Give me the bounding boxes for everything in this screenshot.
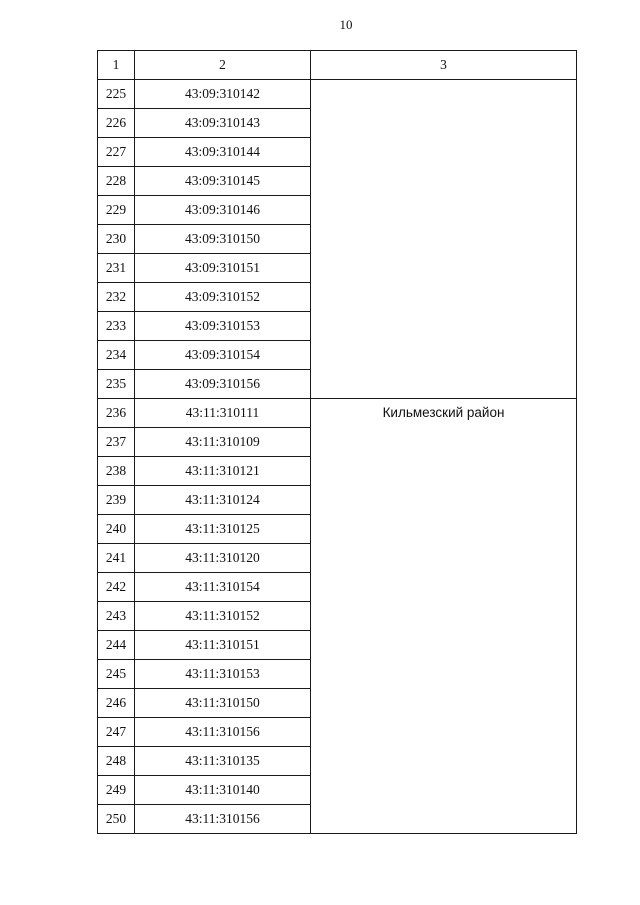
- cadastral-code: 43:11:310125: [135, 515, 311, 544]
- cadastral-code: 43:09:310150: [135, 225, 311, 254]
- row-number: 249: [98, 776, 135, 805]
- row-number: 226: [98, 109, 135, 138]
- row-number: 241: [98, 544, 135, 573]
- row-number: 240: [98, 515, 135, 544]
- cadastral-code: 43:11:310156: [135, 718, 311, 747]
- district-name: Кильмезский район: [311, 399, 577, 834]
- row-number: 235: [98, 370, 135, 399]
- cadastral-code: 43:09:310153: [135, 312, 311, 341]
- cadastral-code: 43:11:310156: [135, 805, 311, 834]
- cadastral-code: 43:09:310143: [135, 109, 311, 138]
- cadastral-code: 43:09:310151: [135, 254, 311, 283]
- table-row: [98, 80, 577, 109]
- cadastral-code: 43:11:310111: [135, 399, 311, 428]
- row-number: 245: [98, 660, 135, 689]
- row-number: 242: [98, 573, 135, 602]
- table-body: [98, 51, 577, 834]
- row-number: 250: [98, 805, 135, 834]
- row-number: 243: [98, 602, 135, 631]
- row-number: 229: [98, 196, 135, 225]
- cadastral-code: 43:09:310156: [135, 370, 311, 399]
- cadastral-code: 43:09:310154: [135, 341, 311, 370]
- table-row: [98, 399, 577, 428]
- cadastral-code: 43:11:310151: [135, 631, 311, 660]
- cadastral-code: 43:11:310152: [135, 602, 311, 631]
- row-number: 246: [98, 689, 135, 718]
- cadastral-code: 43:11:310140: [135, 776, 311, 805]
- cadastral-code: 43:09:310145: [135, 167, 311, 196]
- row-number: 244: [98, 631, 135, 660]
- cadastral-table: [97, 50, 577, 834]
- header-col-3: 3: [311, 51, 577, 80]
- cadastral-code: 43:11:310124: [135, 486, 311, 515]
- header-col-1: 1: [98, 51, 135, 80]
- cadastral-code: 43:09:310146: [135, 196, 311, 225]
- row-number: 232: [98, 283, 135, 312]
- cadastral-code: 43:11:310153: [135, 660, 311, 689]
- row-number: 230: [98, 225, 135, 254]
- row-number: 234: [98, 341, 135, 370]
- row-number: 239: [98, 486, 135, 515]
- row-number: 231: [98, 254, 135, 283]
- cadastral-code: 43:11:310109: [135, 428, 311, 457]
- row-number: 228: [98, 167, 135, 196]
- page-number: 10: [339, 17, 353, 32]
- cadastral-code: 43:11:310154: [135, 573, 311, 602]
- cadastral-code: 43:09:310152: [135, 283, 311, 312]
- row-number: 233: [98, 312, 135, 341]
- row-number: 225: [98, 80, 135, 109]
- cadastral-code: 43:11:310121: [135, 457, 311, 486]
- row-number: 237: [98, 428, 135, 457]
- header-row: [98, 51, 577, 80]
- row-number: 236: [98, 399, 135, 428]
- cadastral-code: 43:09:310142: [135, 80, 311, 109]
- row-number: 238: [98, 457, 135, 486]
- cadastral-code: 43:11:310135: [135, 747, 311, 776]
- row-number: 247: [98, 718, 135, 747]
- cadastral-code: 43:11:310150: [135, 689, 311, 718]
- district-cell-empty: [311, 80, 577, 399]
- cadastral-code: 43:09:310144: [135, 138, 311, 167]
- row-number: 248: [98, 747, 135, 776]
- row-number: 227: [98, 138, 135, 167]
- cadastral-code: 43:11:310120: [135, 544, 311, 573]
- header-col-2: 2: [135, 51, 311, 80]
